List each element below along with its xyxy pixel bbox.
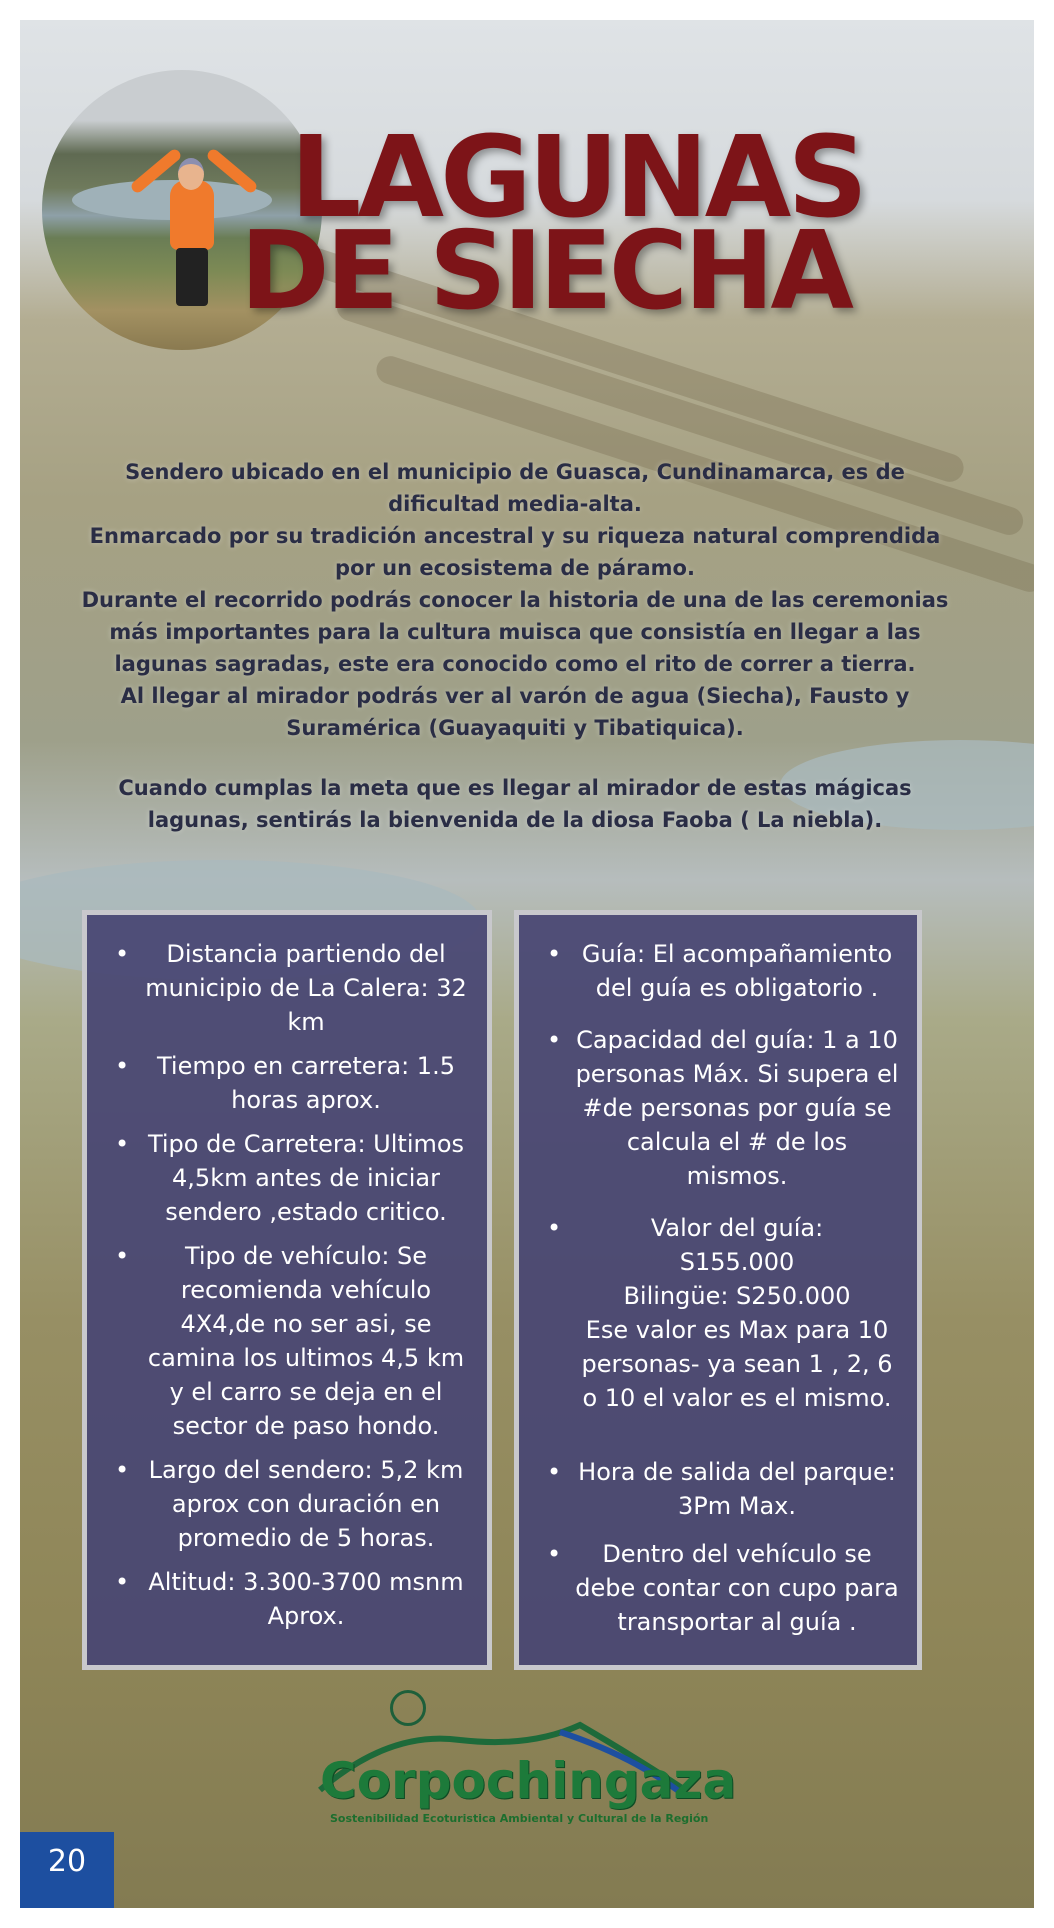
- list-item: • Altitud: 3.300-3700 msnm Aprox.: [115, 1565, 469, 1633]
- page-title: [240, 113, 940, 335]
- intro-text: [75, 456, 955, 836]
- price-note: Ese valor es Max para 10 personas- ya sean 1 , 2, 6 o 10 el valor es el mismo.: [581, 1316, 893, 1412]
- title-line-1: LAGUNAS: [290, 113, 864, 243]
- list-item: • Guía: El acompañamiento del guía es obligatorio .: [547, 937, 899, 1005]
- list-item: • Dentro del vehículo se debe contar con cupo para transportar al guía .: [547, 1537, 899, 1639]
- intro-paragraph: Sendero ubicado en el municipio de Guasca, Cundinamarca, es de dificultad media-alta.: [125, 460, 905, 516]
- list-item: • Distancia partiendo del municipio de La Calera: 32 km: [115, 937, 469, 1039]
- trip-details-list: [87, 915, 487, 1633]
- list-item: • Tiempo en carretera: 1.5 horas aprox.: [115, 1049, 469, 1117]
- logo-tagline: Sostenibilidad Ecoturistica Ambiental y Cultural de la Región: [330, 1812, 709, 1825]
- list-item: • Tipo de vehículo: Se recomienda vehículo 4X4,de no ser asi, se camina los ultimos 4,5 km y el carro se deja en el sector de paso hondo.: [115, 1239, 469, 1443]
- price-bilingual: Bilingüe: S250.000: [623, 1282, 851, 1310]
- intro-closing: Cuando cumplas la meta que es llegar al mirador de estas mágicas lagunas, sentirás la bienvenida de la diosa Faoba ( La niebla).: [118, 776, 912, 832]
- sun-icon: [390, 1690, 426, 1726]
- trip-details-card: [82, 910, 492, 1670]
- page-number: 20: [20, 1832, 114, 1908]
- guide-details-list: [519, 915, 917, 1639]
- list-item: • Largo del sendero: 5,2 km aprox con duración en promedio de 5 horas.: [115, 1453, 469, 1555]
- intro-paragraph: Durante el recorrido podrás conocer la historia de una de las ceremonias más importantes para la cultura muisca que consistía en llegar a las lagunas sagradas, este era conocido como el rito de correr a tierra.: [81, 588, 949, 676]
- logo-name: Corpochingaza: [320, 1752, 737, 1810]
- list-item: • Tipo de Carretera: Ultimos 4,5km antes de iniciar sendero ,estado critico.: [115, 1127, 469, 1229]
- list-item: • Hora de salida del parque: 3Pm Max.: [547, 1455, 899, 1523]
- price-value: S155.000: [679, 1248, 795, 1276]
- list-item-guide-price: [547, 1211, 899, 1415]
- hiker-figure: [176, 248, 208, 306]
- guide-details-card: [514, 910, 922, 1670]
- price-label: • Valor del guía:: [650, 1214, 824, 1242]
- brochure-page: [20, 20, 1034, 1908]
- title-line-2: DE SIECHA: [240, 209, 850, 335]
- corpochingaza-logo: [290, 1680, 737, 1830]
- hiker-figure: [178, 158, 204, 190]
- hiker-figure: [170, 180, 214, 250]
- intro-paragraph: Enmarcado por su tradición ancestral y su riqueza natural comprendida por un ecosistema de páramo.: [89, 524, 941, 580]
- intro-paragraph: Al llegar al mirador podrás ver al varón de agua (Siecha), Fausto y Suramérica (Guayaquiti y Tibatiquica).: [120, 684, 910, 740]
- list-item: • Capacidad del guía: 1 a 10 personas Máx. Si supera el #de personas por guía se calcula el # de los mismos.: [547, 1023, 899, 1193]
